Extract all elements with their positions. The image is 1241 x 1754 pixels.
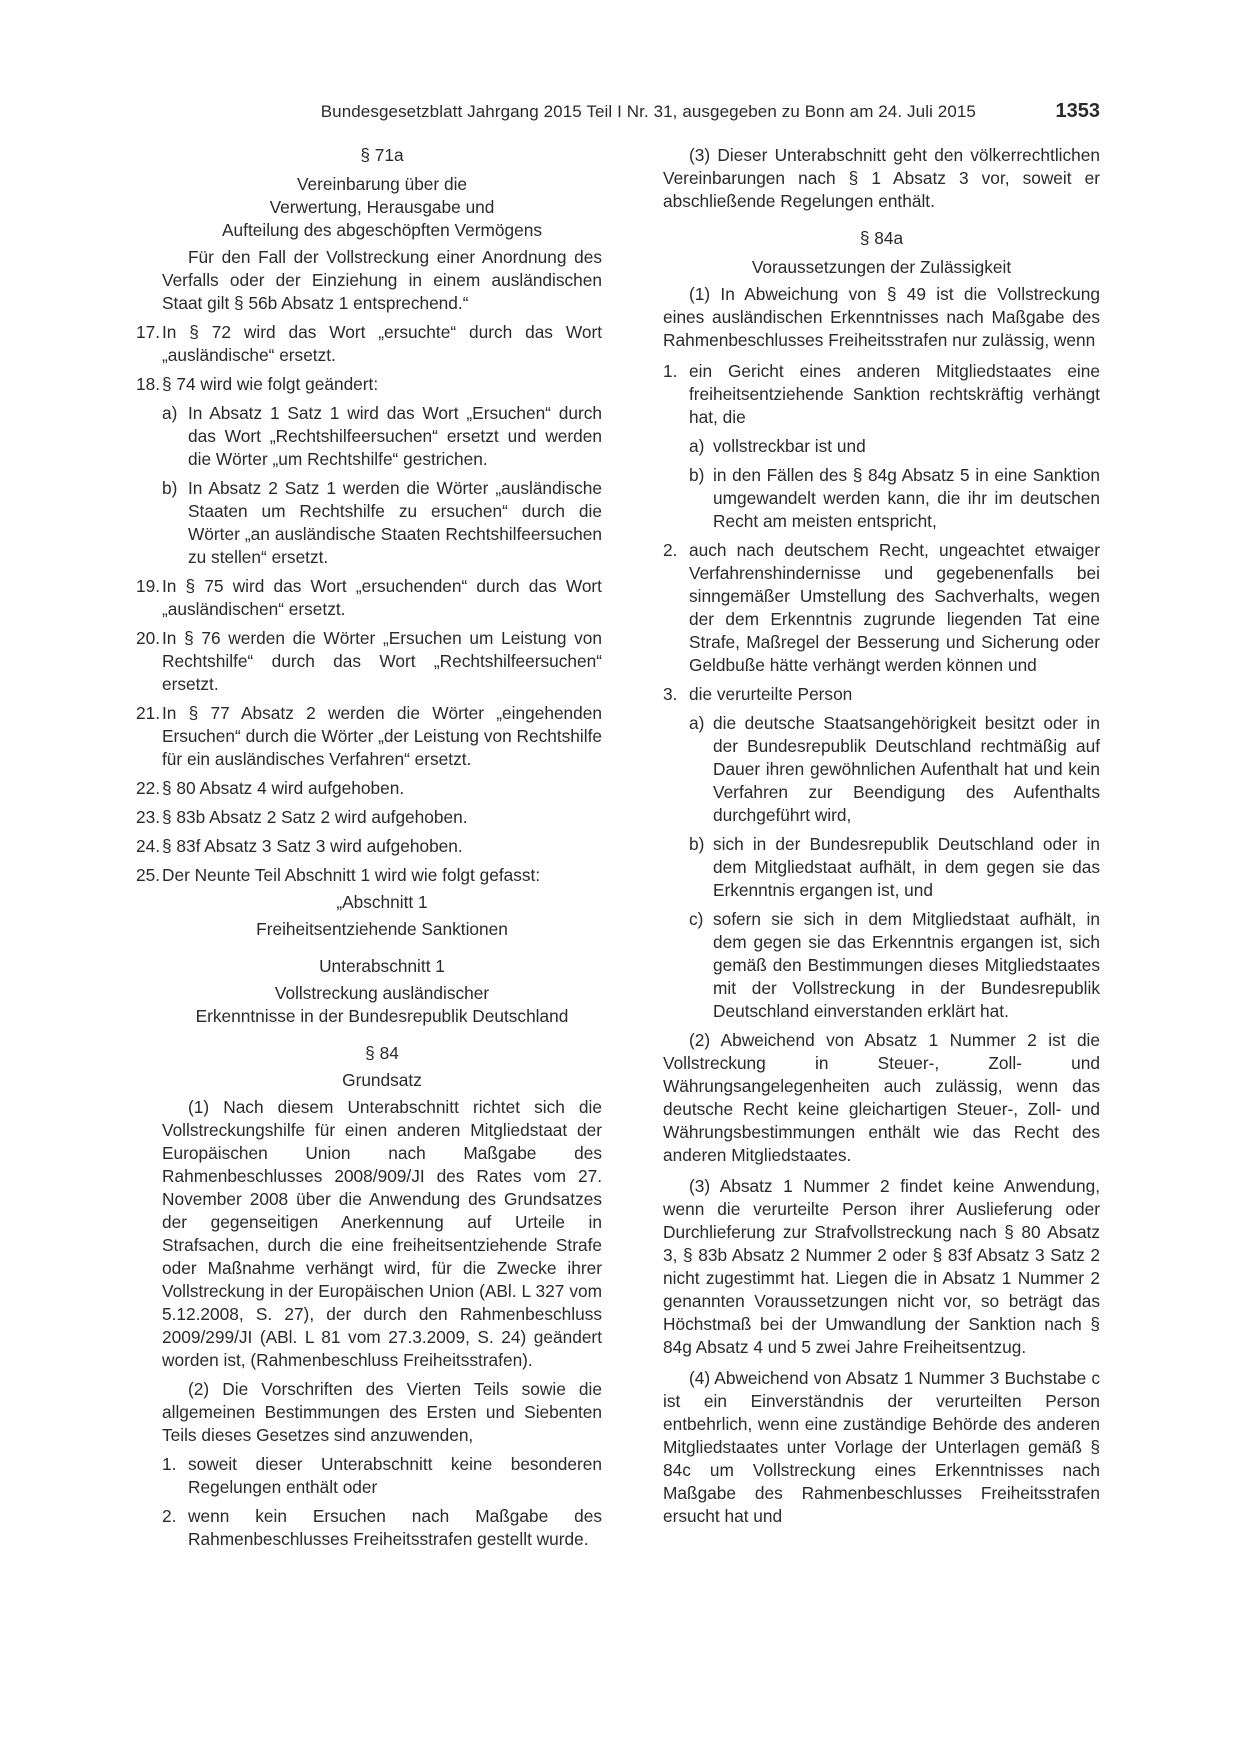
section-84a-item-2 (663, 539, 1100, 677)
unterabschnitt-title-line-1: Vollstreckung ausländischer (274, 983, 490, 1003)
section-84a-item-3a (663, 712, 1100, 827)
unterabschnitt-heading: Unterabschnitt 1 (319, 956, 445, 976)
list-text: In § 75 wird das Wort „ersuchenden“ durch das Wort „ausländischen“ ersetzt. (162, 576, 602, 619)
list-number: 19. (136, 576, 161, 596)
list-number: 2. (663, 540, 678, 560)
list-number: 1. (162, 1454, 177, 1474)
list-text: § 80 Absatz 4 wird aufgehoben. (162, 778, 405, 798)
section-84a-title: Voraussetzungen der Zulässigkeit (751, 257, 1012, 277)
page-header (150, 100, 1100, 124)
header-title: Bundesgesetzblatt Jahrgang 2015 Teil I Nr. 31, ausgegeben zu Bonn am 24. Juli 2015 (320, 102, 976, 121)
list-item-18b (162, 477, 602, 569)
section-84-list-item-1 (162, 1453, 602, 1499)
list-item-25 (136, 864, 602, 887)
section-84a-item-1 (663, 360, 1100, 429)
section-84a-item-3 (663, 683, 1100, 706)
section-84-paragraph-2: (2) Die Vorschriften des Vierten Teils sowie die allgemeinen Bestimmungen des Ersten und Siebenten Teils dieses Gesetzes sind anzuwenden, (162, 1379, 602, 1445)
list-text: In § 72 wird das Wort „ersuchte“ durch das Wort „ausländische“ ersetzt. (162, 322, 602, 365)
section-84a-paragraph-1: (1) In Abweichung von § 49 ist die Vollstreckung eines ausländischen Erkenntnisses nach Maßgabe des Rahmenbeschlusses Freiheitsstrafen nur zulässig, wenn (663, 284, 1100, 350)
list-item-20 (136, 627, 602, 696)
list-text: § 83b Absatz 2 Satz 2 wird aufgehoben. (162, 807, 468, 827)
list-number: 25. (136, 865, 161, 885)
list-text: die deutsche Staatsangehörigkeit besitzt oder in der Bundesrepublik Deutschland rechtmäßig auf Dauer ihren gewöhnlichen Aufenthalt hat und kein Verfahren zur Beendigung des Aufenthalts durchgeführt wird, (713, 713, 1100, 825)
list-text: In § 76 werden die Wörter „Ersuchen um Leistung von Rechtshilfe“ durch das Wort „Rechtshilfeersuchen“ ersetzt. (162, 628, 602, 694)
section-84-paragraph-1: (1) Nach diesem Unterabschnitt richtet sich die Vollstreckungshilfe für einen anderen Mitgliedstaat der Europäischen Union nach Maßgabe des Rahmenbeschlusses 2008/909/JI des Rates vom 27. November 2008 über die Anwendung des Grundsatzes der gegenseitigen Anerkennung auf Urteile in Strafsachen, durch die eine freiheitsentziehende Strafe oder Maßnahme verhängt wird, für die Zwecke ihrer Vollstreckung in der Europäischen Union (ABl. L 327 vom 5.12.2008, S. 27), der durch den Rahmenbeschluss 2009/299/JI (ABl. L 81 vom 27.3.2009, S. 24) geändert worden ist, (Rahmenbeschluss Freiheitsstrafen). (162, 1097, 602, 1370)
list-text: die verurteilte Person (689, 684, 853, 704)
section-84-title: Grundsatz (342, 1070, 422, 1090)
section-84a-paragraph-2: (2) Abweichend von Absatz 1 Nummer 2 ist die Vollstreckung in Steuer-, Zoll- und Währungsangelegenheiten auch zulässig, wenn das deutsche Recht keine gleichartigen Steuer-, Zoll- und Währungsbestimmungen enthält wie das Recht des anderen Mitgliedstaates. (663, 1030, 1100, 1165)
section-71a-title-line-3: Aufteilung des abgeschöpften Vermögens (222, 220, 542, 240)
section-71a-number: § 71a (360, 145, 404, 165)
list-text: soweit dieser Unterabschnitt keine besonderen Regelungen enthält oder (188, 1454, 602, 1497)
list-text: in den Fällen des § 84g Absatz 5 in eine Sanktion umgewandelt werden kann, die ihr im deutschen Recht am meisten entspricht, (713, 465, 1100, 531)
list-number: 21. (136, 703, 161, 723)
list-item-19 (136, 575, 602, 621)
list-item-22 (136, 777, 602, 800)
list-text: In Absatz 1 Satz 1 wird das Wort „Ersuchen“ durch das Wort „Rechtshilfeersuchen“ ersetzt und werden die Wörter „um Rechtshilfe“ gestrichen. (188, 403, 602, 469)
list-number: 3. (663, 684, 678, 704)
section-84-list-item-2 (162, 1505, 602, 1551)
page-number: 1353 (1055, 100, 1100, 122)
section-71a-title-line-2: Verwertung, Herausgabe und (269, 197, 495, 217)
section-84a-item-1b (663, 464, 1100, 533)
section-84a-number: § 84a (859, 228, 904, 248)
left-column (136, 144, 602, 1557)
list-item-18a (162, 402, 602, 471)
list-text: auch nach deutschem Recht, ungeachtet etwaiger Verfahrenshindernisse und gegebenenfalls bei sinngemäßer Umstellung des Sachverhalts, wegen der dem Erkenntnis zugrunde liegenden Tat eine Strafe, Maßregel der Besserung und Sicherung oder Geldbuße hätte verhängt werden können und (689, 540, 1100, 675)
list-letter: b) (162, 478, 178, 498)
list-number: 22. (136, 778, 161, 798)
list-number: 2. (162, 1506, 177, 1526)
list-text: sofern sie sich in dem Mitgliedstaat aufhält, in dem gegen sie das Erkenntnis ergangen ist, sich gemäß den Bestimmungen dieses Mitgliedstaates mit der Vollstreckung in der Bundesrepublik Deutschland einverstanden erklärt hat. (713, 909, 1100, 1021)
list-letter: b) (689, 834, 705, 854)
list-item-18 (136, 373, 602, 396)
list-letter: b) (689, 465, 705, 485)
section-84a-item-1a (663, 435, 1100, 458)
list-number: 20. (136, 628, 161, 648)
section-84a-item-3b (663, 833, 1100, 902)
list-number: 23. (136, 807, 161, 827)
section-84-paragraph-3: (3) Dieser Unterabschnitt geht den völkerrechtlichen Vereinbarungen nach § 1 Absatz 3 vor, soweit er abschließende Regelungen enthält. (663, 145, 1100, 211)
list-item-17 (136, 321, 602, 367)
list-text: § 83f Absatz 3 Satz 3 wird aufgehoben. (162, 836, 463, 856)
list-text: Der Neunte Teil Abschnitt 1 wird wie folgt gefasst: (162, 865, 541, 885)
list-number: 17. (136, 322, 161, 342)
list-letter: c) (689, 909, 704, 929)
list-text: ein Gericht eines anderen Mitgliedstaates eine freiheitsentziehende Sanktion rechtskräftig verhängt hat, die (689, 361, 1100, 427)
section-71a-text: Für den Fall der Vollstreckung einer Anordnung des Verfalls oder der Einziehung in einem ausländischen Staat gilt § 56b Absatz 1 entsprechend.“ (162, 247, 602, 313)
list-text: sich in der Bundesrepublik Deutschland oder in dem Mitgliedstaat aufhält, in dem gegen sie das Erkenntnis ergangen ist, und (713, 834, 1100, 900)
list-letter: a) (689, 436, 705, 456)
section-84a-item-3c (663, 908, 1100, 1023)
list-text: vollstreckbar ist und (713, 436, 866, 456)
list-number: 24. (136, 836, 161, 856)
right-column (663, 144, 1100, 1528)
list-number: 18. (136, 374, 161, 394)
abschnitt-title: Freiheitsentziehende Sanktionen (256, 919, 508, 939)
section-71a-title-line-1: Vereinbarung über die (296, 174, 468, 194)
list-text: In § 77 Absatz 2 werden die Wörter „eingehenden Ersuchen“ durch die Wörter „der Leistung von Rechtshilfe für ein ausländisches Verfahren“ ersetzt. (162, 703, 602, 769)
abschnitt-heading: „Abschnitt 1 (336, 892, 428, 912)
list-letter: a) (162, 403, 178, 423)
list-letter: a) (689, 713, 705, 733)
list-text: § 74 wird wie folgt geändert: (162, 374, 379, 394)
section-84a-paragraph-4: (4) Abweichend von Absatz 1 Nummer 3 Buchstabe c ist ein Einverständnis der verurteilten Person entbehrlich, wenn eine zuständige Behörde des anderen Mitgliedstaates unter Vorlage der Unterlagen gemäß § 84c um Vollstreckung eines Erkenntnisses nach Maßgabe des Rahmenbeschlusses Freiheitsstrafen ersucht hat und (663, 1368, 1100, 1526)
section-84-number: § 84 (365, 1043, 399, 1063)
section-84a-paragraph-3: (3) Absatz 1 Nummer 2 findet keine Anwendung, wenn die verurteilte Person ihrer Auslieferung oder Durchlieferung zur Strafvollstreckung nach § 80 Absatz 3, § 83b Absatz 2 Nummer 2 oder § 83f Absatz 3 Satz 2 nicht zugestimmt hat. Liegen die in Absatz 1 Nummer 2 genannten Voraussetzungen nicht vor, so beträgt das Höchstmaß bei der Umwandlung der Sanktion nach § 84g Absatz 4 und 5 zwei Jahre Freiheitsentzug. (663, 1176, 1100, 1357)
list-item-23 (136, 806, 602, 829)
list-number: 1. (663, 361, 678, 381)
list-text: wenn kein Ersuchen nach Maßgabe des Rahmenbeschlusses Freiheitsstrafen gestellt wurde. (188, 1506, 602, 1549)
list-text: In Absatz 2 Satz 1 werden die Wörter „ausländische Staaten um Rechtshilfe zu ersuchen“ durch die Wörter „an ausländische Staaten Rechtshilfeersuchen zu stellen“ ersetzt. (188, 478, 602, 567)
unterabschnitt-title-line-2: Erkenntnisse in der Bundesrepublik Deutschland (195, 1006, 569, 1026)
list-item-24 (136, 835, 602, 858)
list-item-21 (136, 702, 602, 771)
